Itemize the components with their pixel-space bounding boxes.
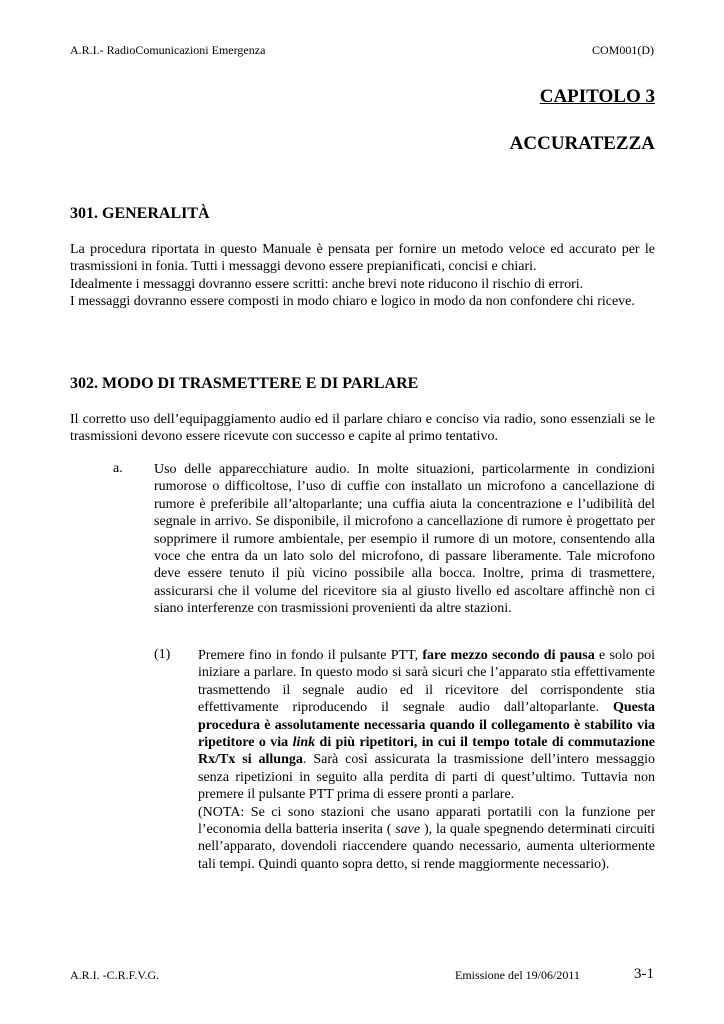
chapter-title: CAPITOLO 3 (539, 86, 655, 107)
item-a-text: Uso delle apparecchiature audio. In molte situazioni, particolarmente in condizioni rumorose o difficoltose, l’uso di cuffie con installato un microfono a cancellazione di rumore è preferibile all’altoparlante; una cuffia aiuta la concentrazione e l’udibilità del segnale in arrivo. Se disponibile, il microfono a cancellazione di rumore è progettato per sopprimere il rumore ambientale, per esempio il rumore di un motore, consentendo alla voce che entra da un lato solo del microfono, di passare liberamente. Tale microfono deve essere tenuto il più vicino possibile alla bocca. Inoltre, prima di trasmettere, assicurarsi che il volume del ricevitore sia al giusto livello ed ascoltare affinchè non ci siano interferenze con trasmissioni provenienti da altre stazioni. (154, 462, 655, 617)
item-1-body (198, 647, 655, 873)
section-302-heading: 302. MODO DI TRASMETTERE E DI PARLARE (70, 375, 419, 392)
item-1-bold-3: di più ripetitori, in cui il tempo totale di commutazione Rx/Tx si allunga (198, 735, 655, 768)
item-1-label: (1) (154, 647, 171, 662)
section-302-intro-text: Il corretto uso dell’equipaggiamento audio ed il parlare chiaro e conciso via radio, sono essenziali se le trasmissioni devono essere ricevute con successo e capite al primo tentativo. (70, 412, 655, 445)
item-1-bold-2: Questa procedura è assolutamente necessaria quando il collegamento è stabilito via ripetitore o via (198, 700, 655, 751)
section-301-body (70, 241, 655, 311)
header-left: A.R.I.- RadioComunicazioni Emergenza (70, 43, 266, 57)
section-301-line-3: I messaggi dovranno essere composti in modo chiaro e logico in modo da non confondere chi riceve. (70, 294, 635, 310)
section-301-line-2: Idealmente i messaggi dovranno essere scritti: anche brevi note riducono il rischio di errori. (70, 276, 584, 292)
item-1-bold-1: fare mezzo secondo di pausa (422, 648, 595, 663)
chapter-subtitle: ACCURATEZZA (509, 133, 655, 154)
item-1-note-text-2: ), la quale spegnendo determinati circuiti nell’apparato, dovendoli riaccendere quando necessario, aumenta ulteriormente tali tempi. Quindi quanto sopra detto, si rende maggiormente necessario). (198, 822, 655, 872)
item-1-note-italic: save (395, 822, 421, 838)
item-a-label: a. (113, 461, 123, 476)
footer-left: A.R.I. -C.R.F.V.G. (70, 968, 160, 982)
item-1-paragraph (198, 647, 655, 804)
page-number: 3-1 (634, 966, 654, 982)
section-301-heading: 301. GENERALITÀ (70, 205, 210, 222)
item-1-note-text-1: (NOTA: Se ci sono stazioni che usano apparati portatili con la funzione per l’economia della batteria inserita ( (198, 804, 655, 838)
item-1-text-2: e solo poi iniziare a parlare. In questo modo si sarà sicuri che l’apparato stia effettivamente trasmettendo il segnale audio ed il ricevitore del corrispondente stia effettivamente riproducendo il segnale audio dall’altoparlante. (198, 648, 655, 716)
item-1-text-1: Premere fino in fondo il pulsante PTT, (198, 648, 423, 663)
item-1-text-3: . Sarà così assicurata la trasmissione dell’intero messaggio senza ripetizioni in seguito alla perdita di parti di quest’ultimo. Tuttavia non premere il pulsante PTT prima di essere pronti a parlare. (198, 752, 655, 803)
item-1-note (198, 804, 655, 874)
footer-issue-date: Emissione del 19/06/2011 (455, 968, 580, 982)
item-1-bold-italic: link (292, 735, 316, 751)
section-302-intro (70, 411, 655, 446)
section-301-line-1: La procedura riportata in questo Manuale è pensata per fornire un metodo veloce ed accurato per le trasmissioni in fonia. Tutti i messaggi devono essere prepianificati, concisi e chiari. (70, 242, 655, 275)
header-right: COM001(D) (592, 43, 654, 57)
